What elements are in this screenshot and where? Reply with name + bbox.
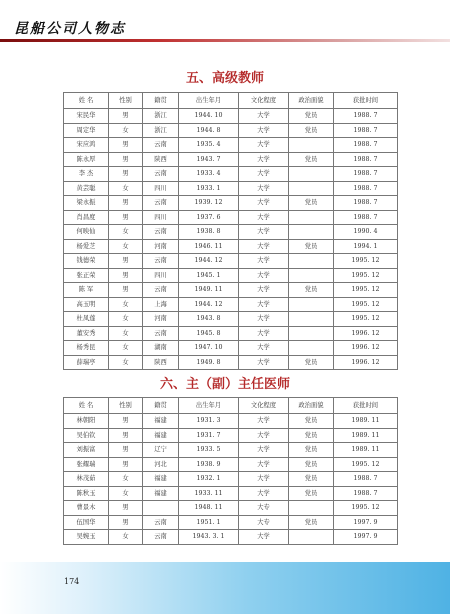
column-header: 文化程度 xyxy=(239,93,289,109)
table-cell: 大专 xyxy=(239,501,289,516)
table-cell: 大学 xyxy=(239,443,289,458)
table-cell: 杨爱芝 xyxy=(64,239,109,254)
table-row xyxy=(64,355,398,370)
table-cell: 大学 xyxy=(239,225,289,240)
table-cell: 云南 xyxy=(143,530,179,545)
table-cell: 1945. 1 xyxy=(179,268,239,283)
table-cell: 大学 xyxy=(239,196,289,211)
table-cell xyxy=(289,254,334,269)
table-cell: 大学 xyxy=(239,123,289,138)
table-cell: 福建 xyxy=(143,428,179,443)
table-cell: 陕西 xyxy=(143,152,179,167)
table-cell: 1931. 7 xyxy=(179,428,239,443)
table-row xyxy=(64,428,398,443)
table-cell: 1946. 11 xyxy=(179,239,239,254)
table-cell: 大学 xyxy=(239,181,289,196)
table-cell: 1989. 11 xyxy=(334,443,398,458)
table-cell: 河北 xyxy=(143,457,179,472)
table-cell: 1935. 4 xyxy=(179,138,239,153)
page-header xyxy=(0,0,450,46)
table-row xyxy=(64,312,398,327)
table-cell: 1988. 7 xyxy=(334,152,398,167)
table-cell: 男 xyxy=(109,268,143,283)
table-cell: 男 xyxy=(109,196,143,211)
table-cell: 大学 xyxy=(239,326,289,341)
table-row xyxy=(64,239,398,254)
table-cell xyxy=(289,341,334,356)
table-row xyxy=(64,283,398,298)
table-cell: 杜凤莲 xyxy=(64,312,109,327)
table-cell: 辽宁 xyxy=(143,443,179,458)
table-cell xyxy=(289,181,334,196)
table-cell: 大学 xyxy=(239,312,289,327)
table-row xyxy=(64,196,398,211)
table-cell: 刘振富 xyxy=(64,443,109,458)
table-body xyxy=(64,414,398,545)
table-row xyxy=(64,457,398,472)
table-cell: 大学 xyxy=(239,355,289,370)
table-cell: 大学 xyxy=(239,138,289,153)
table-cell: 女 xyxy=(109,341,143,356)
table-cell: 女 xyxy=(109,297,143,312)
column-header: 性别 xyxy=(109,93,143,109)
table-cell: 何映仙 xyxy=(64,225,109,240)
table-cell xyxy=(289,225,334,240)
table-cell: 1937. 6 xyxy=(179,210,239,225)
table-cell: 大学 xyxy=(239,152,289,167)
table-row xyxy=(64,138,398,153)
table-row xyxy=(64,297,398,312)
table-cell: 1996. 12 xyxy=(334,355,398,370)
table-cell: 大学 xyxy=(239,268,289,283)
column-header: 姓 名 xyxy=(64,398,109,414)
table-cell: 薛瑞亭 xyxy=(64,355,109,370)
table-cell: 董安秀 xyxy=(64,326,109,341)
table-row xyxy=(64,486,398,501)
table-cell xyxy=(289,167,334,182)
table-cell: 男 xyxy=(109,254,143,269)
table-cell: 1944. 12 xyxy=(179,254,239,269)
table-cell: 男 xyxy=(109,428,143,443)
column-header: 姓 名 xyxy=(64,93,109,109)
table-row xyxy=(64,225,398,240)
table-cell: 大学 xyxy=(239,414,289,429)
table-cell: 1944. 8 xyxy=(179,123,239,138)
table-cell: 党员 xyxy=(289,428,334,443)
table-row xyxy=(64,472,398,487)
table-cell: 1997. 9 xyxy=(334,515,398,530)
table-cell: 杨秀昆 xyxy=(64,341,109,356)
table-cell: 1995. 12 xyxy=(334,312,398,327)
table-cell: 云南 xyxy=(143,326,179,341)
table-cell: 四川 xyxy=(143,268,179,283)
table-cell xyxy=(289,326,334,341)
table-cell: 大学 xyxy=(239,486,289,501)
table-cell: 1939. 12 xyxy=(179,196,239,211)
table-cell: 伍国华 xyxy=(64,515,109,530)
table-cell: 浙江 xyxy=(143,109,179,124)
table-cell: 云南 xyxy=(143,283,179,298)
table-cell: 大学 xyxy=(239,283,289,298)
table-cell: 女 xyxy=(109,239,143,254)
table-cell: 1938. 8 xyxy=(179,225,239,240)
table-cell: 男 xyxy=(109,283,143,298)
table-cell: 云南 xyxy=(143,196,179,211)
table-row xyxy=(64,254,398,269)
table-cell: 1995. 12 xyxy=(334,283,398,298)
table-cell: 1933. 11 xyxy=(179,486,239,501)
table-cell: 1938. 9 xyxy=(179,457,239,472)
table-cell: 云南 xyxy=(143,225,179,240)
table-cell: 陈 军 xyxy=(64,283,109,298)
table-cell xyxy=(289,312,334,327)
table-cell: 党员 xyxy=(289,283,334,298)
table-cell: 大学 xyxy=(239,530,289,545)
table-cell: 女 xyxy=(109,472,143,487)
senior-teachers-table xyxy=(63,92,398,370)
table-cell: 党员 xyxy=(289,472,334,487)
column-header: 籍贯 xyxy=(143,93,179,109)
table-cell: 女 xyxy=(109,312,143,327)
table-row xyxy=(64,326,398,341)
table-cell xyxy=(289,138,334,153)
table-cell: 大学 xyxy=(239,472,289,487)
table-cell: 高玉明 xyxy=(64,297,109,312)
table-cell: 浙江 xyxy=(143,123,179,138)
table-cell: 云南 xyxy=(143,515,179,530)
table-cell: 大学 xyxy=(239,210,289,225)
table-cell: 党员 xyxy=(289,196,334,211)
table-cell: 男 xyxy=(109,167,143,182)
table-cell: 1989. 11 xyxy=(334,428,398,443)
column-header: 出生年月 xyxy=(179,398,239,414)
table-cell: 1995. 12 xyxy=(334,254,398,269)
table-cell: 1996. 12 xyxy=(334,341,398,356)
table-cell: 1933. 4 xyxy=(179,167,239,182)
table-cell xyxy=(289,530,334,545)
table-row xyxy=(64,268,398,283)
table-cell: 男 xyxy=(109,515,143,530)
table-cell: 梁永振 xyxy=(64,196,109,211)
table-cell xyxy=(289,501,334,516)
table-cell: 1947. 10 xyxy=(179,341,239,356)
table-cell: 四川 xyxy=(143,210,179,225)
table-cell: 1988. 7 xyxy=(334,181,398,196)
table-cell: 大学 xyxy=(239,297,289,312)
table-cell: 1995. 12 xyxy=(334,268,398,283)
table-cell: 男 xyxy=(109,457,143,472)
table-cell: 男 xyxy=(109,414,143,429)
table-cell: 1948. 11 xyxy=(179,501,239,516)
table-cell: 1932. 1 xyxy=(179,472,239,487)
table-cell: 云南 xyxy=(143,138,179,153)
table-cell: 党员 xyxy=(289,239,334,254)
table-cell: 党员 xyxy=(289,414,334,429)
table-cell xyxy=(289,210,334,225)
table-row xyxy=(64,167,398,182)
table-cell: 钱德荣 xyxy=(64,254,109,269)
table-cell: 四川 xyxy=(143,181,179,196)
table-row xyxy=(64,530,398,545)
table-cell: 河南 xyxy=(143,312,179,327)
table-cell: 党员 xyxy=(289,486,334,501)
table-cell: 大学 xyxy=(239,239,289,254)
table-body xyxy=(64,109,398,370)
table-cell: 云南 xyxy=(143,254,179,269)
table-cell: 河南 xyxy=(143,239,179,254)
table-cell: 陈永厚 xyxy=(64,152,109,167)
table-cell: 肖昌度 xyxy=(64,210,109,225)
column-header: 获批时间 xyxy=(334,93,398,109)
table-cell: 大学 xyxy=(239,457,289,472)
table-cell: 男 xyxy=(109,152,143,167)
table-cell xyxy=(289,268,334,283)
table-cell: 1988. 7 xyxy=(334,138,398,153)
table-cell: 1988. 7 xyxy=(334,109,398,124)
table-cell: 1943. 8 xyxy=(179,312,239,327)
table-cell: 1943. 7 xyxy=(179,152,239,167)
table-row xyxy=(64,414,398,429)
table-cell: 男 xyxy=(109,443,143,458)
table-cell: 1989. 11 xyxy=(334,414,398,429)
table-cell: 女 xyxy=(109,530,143,545)
table-cell: 上海 xyxy=(143,297,179,312)
table-cell: 女 xyxy=(109,486,143,501)
table-cell: 1933. 1 xyxy=(179,181,239,196)
table-cell xyxy=(289,297,334,312)
table-cell: 福建 xyxy=(143,472,179,487)
table-cell: 1997. 9 xyxy=(334,530,398,545)
table-cell: 1988. 7 xyxy=(334,167,398,182)
table-cell: 1995. 12 xyxy=(334,457,398,472)
table-cell: 1988. 7 xyxy=(334,486,398,501)
table-cell: 1988. 7 xyxy=(334,472,398,487)
table-cell: 云南 xyxy=(143,167,179,182)
table-cell: 男 xyxy=(109,210,143,225)
table-cell: 1994. 1 xyxy=(334,239,398,254)
table-header xyxy=(64,93,398,109)
section-title-chief-physicians: 六、主（副）主任医师 xyxy=(159,377,290,392)
table-cell: 党员 xyxy=(289,109,334,124)
table-row xyxy=(64,109,398,124)
table-cell: 黄芸聪 xyxy=(64,181,109,196)
table-cell: 1995. 12 xyxy=(334,297,398,312)
chief-physicians-table xyxy=(63,397,398,545)
section-title-senior-teachers: 五、高级教师 xyxy=(185,71,264,86)
table-cell: 大学 xyxy=(239,428,289,443)
table-cell: 大学 xyxy=(239,341,289,356)
table-cell: 1944. 10 xyxy=(179,109,239,124)
column-header: 政治面貌 xyxy=(289,93,334,109)
table-cell: 大专 xyxy=(239,515,289,530)
footer-band xyxy=(0,562,450,614)
table-cell: 大学 xyxy=(239,254,289,269)
table-cell: 女 xyxy=(109,181,143,196)
table-row xyxy=(64,443,398,458)
table-cell: 1949. 8 xyxy=(179,355,239,370)
column-header: 文化程度 xyxy=(239,398,289,414)
table-cell: 大学 xyxy=(239,167,289,182)
table-cell: 曹景木 xyxy=(64,501,109,516)
table-cell: 福建 xyxy=(143,414,179,429)
table-cell: 张正荣 xyxy=(64,268,109,283)
table-cell: 1990. 4 xyxy=(334,225,398,240)
table-cell: 吴婉玉 xyxy=(64,530,109,545)
table-cell: 林茂茹 xyxy=(64,472,109,487)
table-row xyxy=(64,181,398,196)
table-cell: 男 xyxy=(109,138,143,153)
table-cell: 陈秋玉 xyxy=(64,486,109,501)
table-cell: 女 xyxy=(109,123,143,138)
page-number: 174 xyxy=(64,577,80,586)
table-header xyxy=(64,398,398,414)
table-cell: 福建 xyxy=(143,486,179,501)
table-cell: 周定华 xyxy=(64,123,109,138)
table-row xyxy=(64,501,398,516)
table-cell: 1944. 12 xyxy=(179,297,239,312)
column-header: 政治面貌 xyxy=(289,398,334,414)
table-cell: 女 xyxy=(109,225,143,240)
table-cell: 1988. 7 xyxy=(334,123,398,138)
table-cell: 1951. 1 xyxy=(179,515,239,530)
table-row xyxy=(64,123,398,138)
table-cell: 女 xyxy=(109,326,143,341)
table-cell: 张耀瑞 xyxy=(64,457,109,472)
table-cell: 男 xyxy=(109,109,143,124)
table-cell: 湖南 xyxy=(143,341,179,356)
table-cell: 党员 xyxy=(289,443,334,458)
table-cell: 党员 xyxy=(289,457,334,472)
table-cell: 林朝阳 xyxy=(64,414,109,429)
table-cell: 陕西 xyxy=(143,355,179,370)
table-row xyxy=(64,210,398,225)
table-cell: 1995. 12 xyxy=(334,501,398,516)
table-cell: 1988. 7 xyxy=(334,196,398,211)
table-cell: 1933. 5 xyxy=(179,443,239,458)
column-header: 获批时间 xyxy=(334,398,398,414)
table-cell: 女 xyxy=(109,355,143,370)
table-cell xyxy=(143,501,179,516)
table-cell: 吴伯钦 xyxy=(64,428,109,443)
table-cell: 1988. 7 xyxy=(334,210,398,225)
table-cell: 大学 xyxy=(239,109,289,124)
column-header: 籍贯 xyxy=(143,398,179,414)
table-cell: 1945. 8 xyxy=(179,326,239,341)
table-cell: 党员 xyxy=(289,515,334,530)
table-cell: 党员 xyxy=(289,152,334,167)
column-header: 性别 xyxy=(109,398,143,414)
table-row xyxy=(64,341,398,356)
table-cell: 李 杰 xyxy=(64,167,109,182)
table-row xyxy=(64,515,398,530)
table-cell: 1996. 12 xyxy=(334,326,398,341)
table-cell: 宋民华 xyxy=(64,109,109,124)
table-cell: 党员 xyxy=(289,123,334,138)
header-rule xyxy=(0,39,450,42)
table-row xyxy=(64,152,398,167)
table-cell: 1943. 3. 1 xyxy=(179,530,239,545)
table-cell: 1931. 3 xyxy=(179,414,239,429)
table-cell: 宋应鸿 xyxy=(64,138,109,153)
table-cell: 1949. 11 xyxy=(179,283,239,298)
book-title: 昆船公司人物志 xyxy=(14,21,126,37)
column-header: 出生年月 xyxy=(179,93,239,109)
table-cell: 男 xyxy=(109,501,143,516)
table-cell: 党员 xyxy=(289,355,334,370)
